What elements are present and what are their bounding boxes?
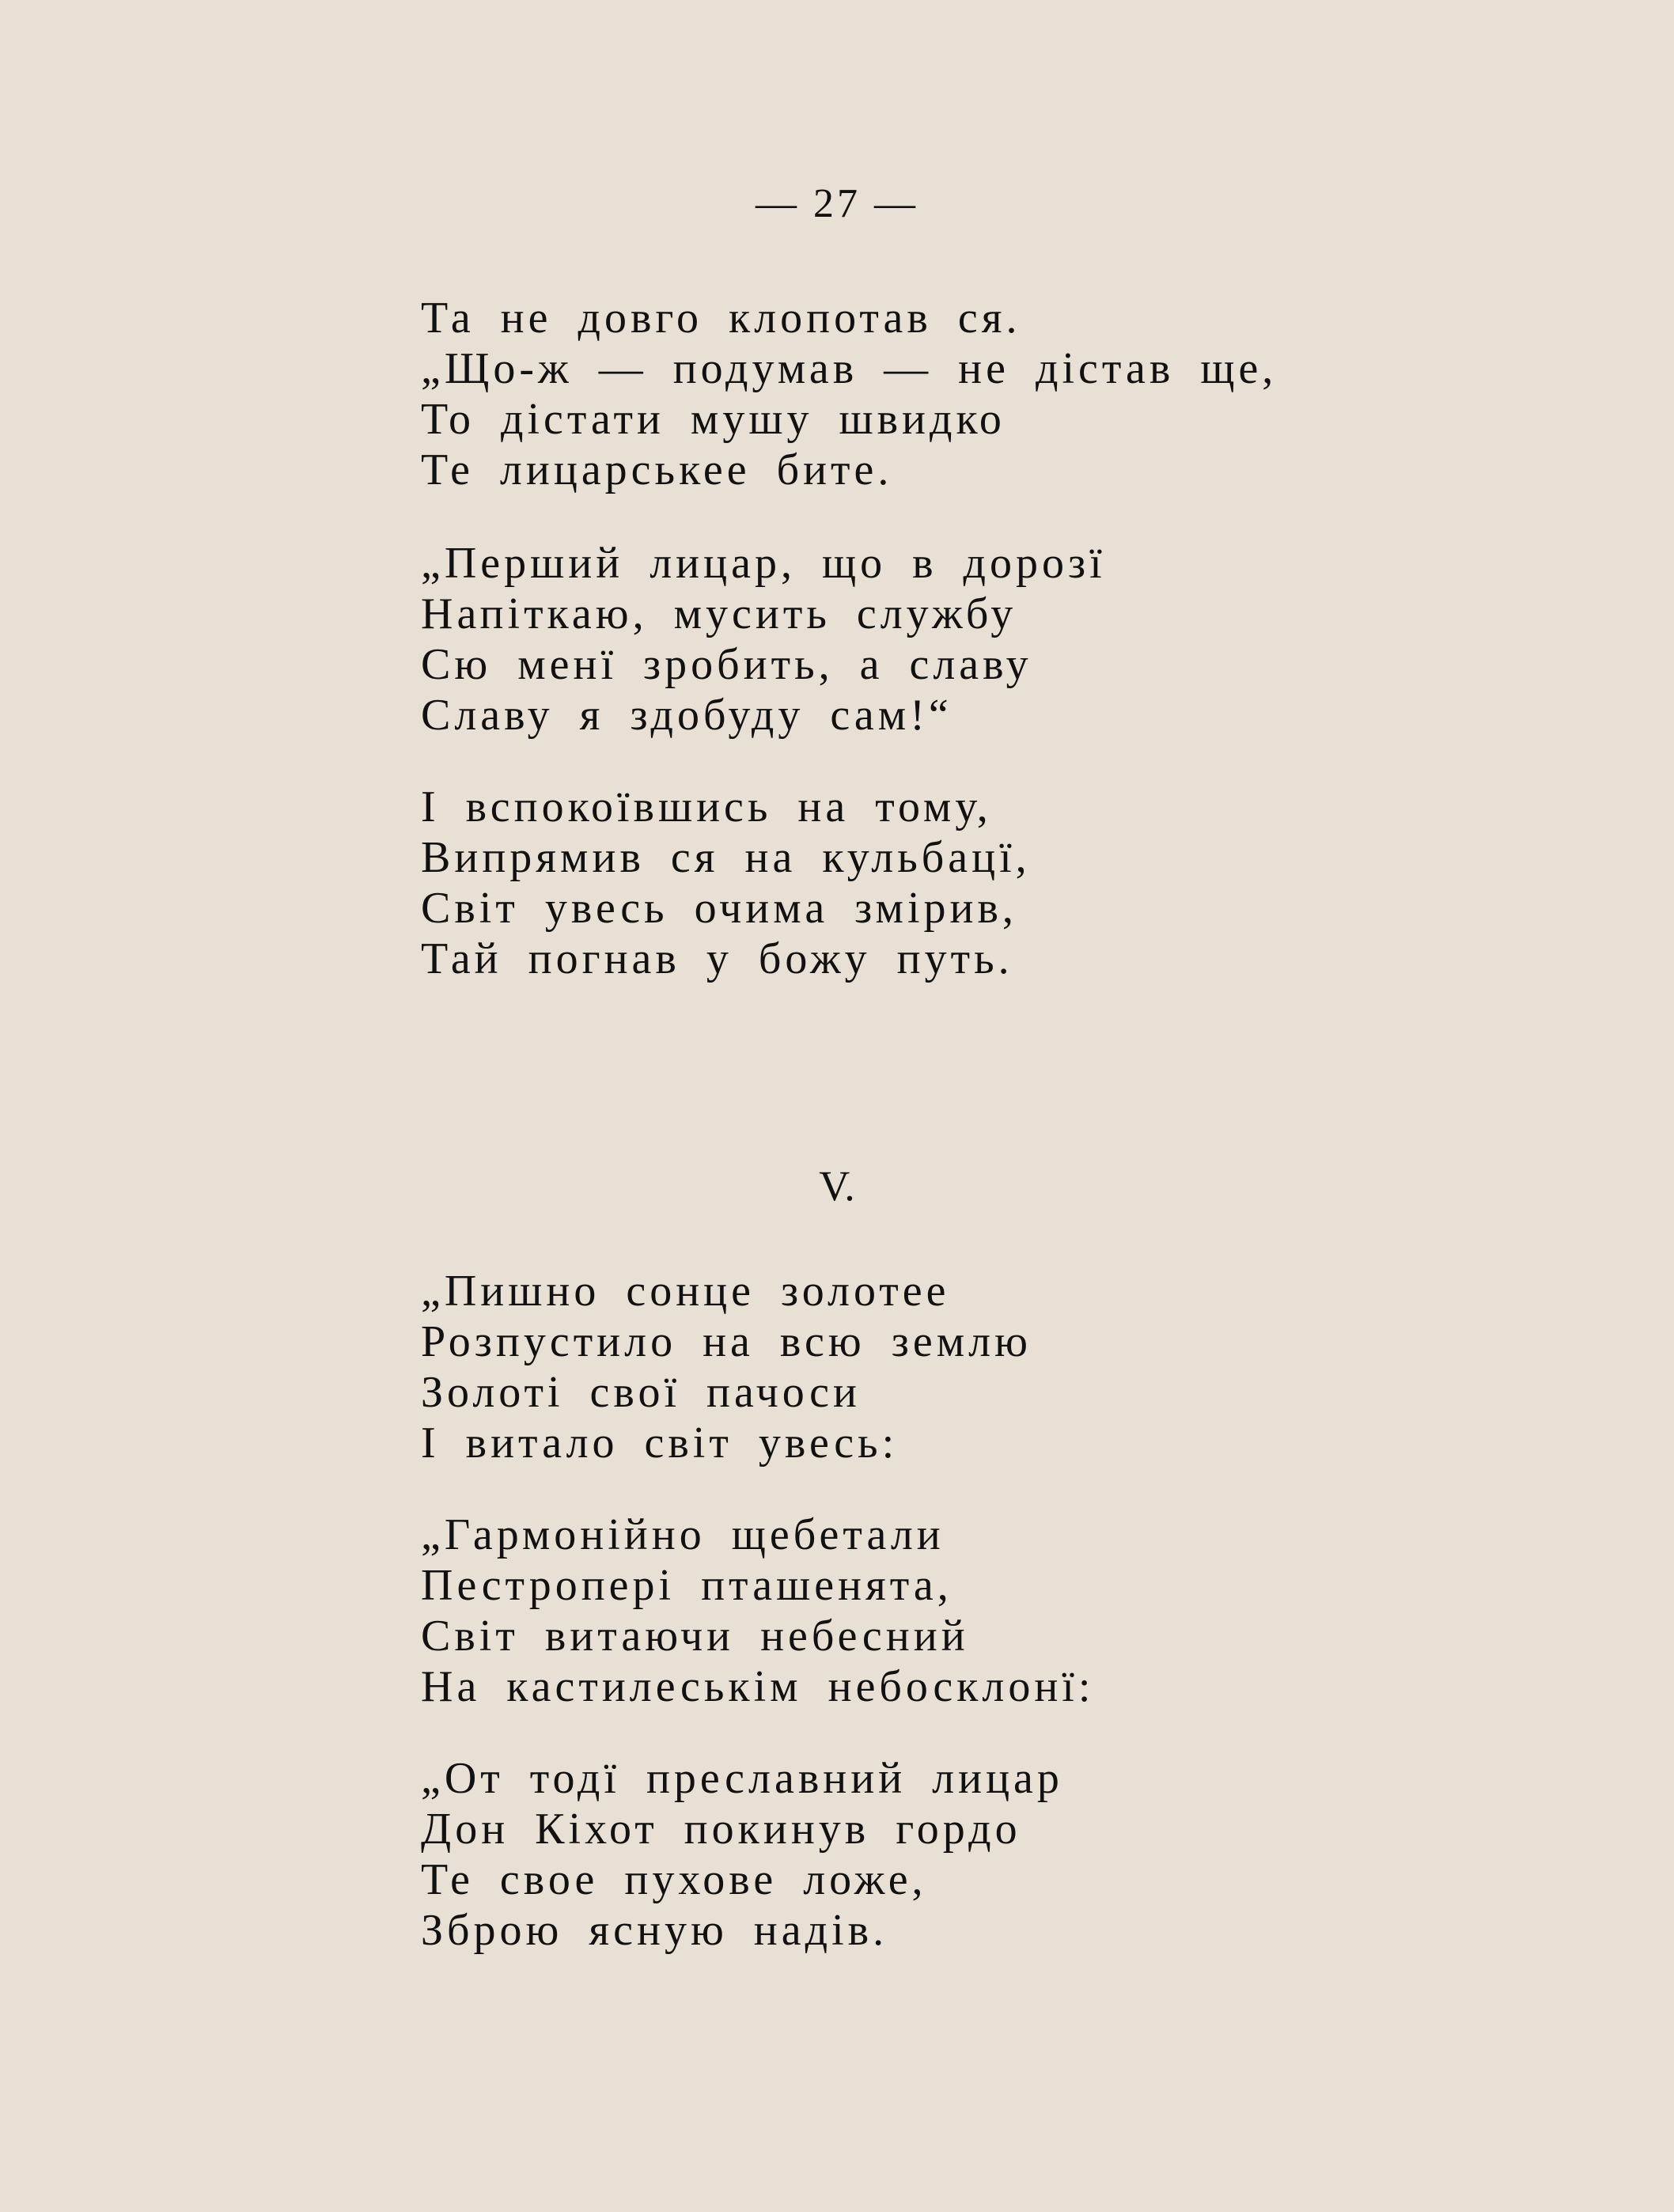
stanza [421, 1509, 1370, 1712]
page-number: — 27 — [756, 181, 918, 226]
verse-line: Те свое пухове ложе, [421, 1855, 927, 1904]
verse-line: І вспокоївшись на тому, [421, 782, 992, 831]
stanza [421, 1266, 1370, 1468]
section-heading: V. [819, 1162, 855, 1210]
verse-line: І витало світ увесь: [421, 1418, 899, 1468]
verse-line: „От тодї преславний лицар [421, 1754, 1063, 1803]
verse-line: Пестропері пташенята, [421, 1561, 953, 1610]
verse-line: Те лицарськее бите. [421, 445, 893, 494]
verse-line: Світ увесь очима змірив, [421, 884, 1017, 933]
verse-line: Та не довго клопотав ся. [421, 294, 1021, 343]
verse-line: На кастилеськім небосклонї: [421, 1662, 1095, 1711]
stanza [421, 782, 1370, 984]
verse-line: Світ витаючи небесний [421, 1612, 969, 1661]
verse-line: Розпустило на всю землю [421, 1317, 1032, 1366]
verse-line: Золоті свої пачоси [421, 1368, 861, 1417]
verse-line: То дістати мушу швидко [421, 395, 1006, 444]
verse-line: „Гармонійно щебетали [421, 1510, 945, 1559]
verse-line: „Пишно сонце золотее [421, 1267, 950, 1316]
verse-line: „Що-ж — подумав — не дістав ще, [421, 344, 1278, 393]
verse-line: Славу я здобуду сам!“ [421, 691, 953, 740]
verse-line: Випрямив ся на кульбацї, [421, 833, 1031, 882]
verse-line: Дон Кіхот покинув гордо [421, 1805, 1021, 1854]
verse-line: Сю менї зробить, а славу [421, 640, 1032, 689]
verse-line: „Перший лицар, що в дорозї [421, 539, 1106, 588]
stanza [421, 1753, 1370, 1956]
verse-line: Напіткаю, мусить службу [421, 589, 1017, 638]
stanza [421, 538, 1370, 740]
stanza [421, 293, 1370, 495]
verse-line: Тай погнав у божу путь. [421, 934, 1013, 983]
verse-line: Зброю ясную надів. [421, 1906, 888, 1955]
